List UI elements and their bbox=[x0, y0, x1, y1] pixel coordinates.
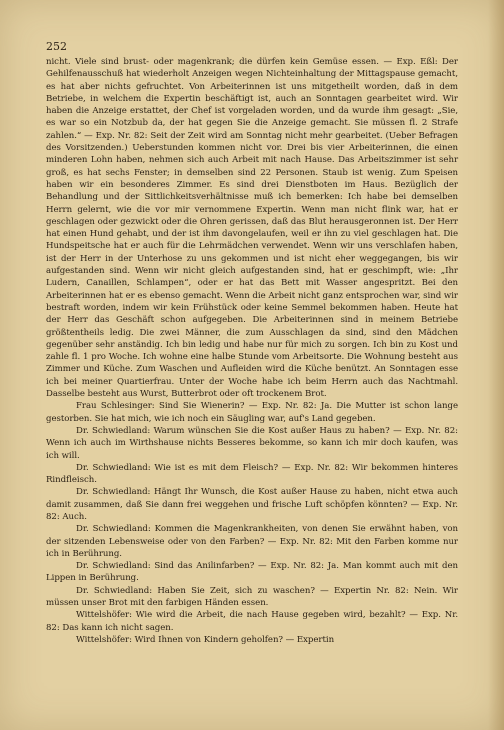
paragraph: Dr. Schwiedland: Sind das Anilinfarben? — Exp. Nr. 82: Ja. Man kommt auch mit den Lippen in Berührung. bbox=[46, 561, 458, 584]
body-text bbox=[46, 56, 458, 646]
paragraph: Wittelshöfer: Wie wird die Arbeit, die nach Hause gegeben wird, bezahlt? — Exp. Nr. 82: Das kann ich nicht sagen. bbox=[46, 610, 458, 633]
paragraph: Dr. Schwiedland: Warum wünschen Sie die Kost außer Haus zu haben? — Exp. Nr. 82: Wenn ich auch im Wirthshause nichts Besseres bekomme, so kann ich mir doch kaufen, was ich will. bbox=[46, 425, 458, 461]
paragraph: Dr. Schwiedland: Wie ist es mit dem Fleisch? — Exp. Nr. 82: Wir bekommen hinteres Rindfleisch. bbox=[46, 462, 458, 486]
page-fold-shadow bbox=[488, 0, 504, 730]
paragraph: Dr. Schwiedland: Kommen die Magenkrankheiten, von denen Sie erwähnt haben, von der sitzenden Lebensweise oder von den Farben? — Exp. Nr. 82: Mit den Farben komme nur ich in Berührung. bbox=[46, 524, 458, 559]
paragraph: Dr. Schwiedland: Haben Sie Zeit, sich zu waschen? — Expertin Nr. 82: Nein. Wir müssen unser Brot mit den farbigen Händen essen. bbox=[46, 585, 458, 609]
page-number: 252 bbox=[46, 40, 67, 53]
paragraph: Dr. Schwiedland: Hängt Ihr Wunsch, die Kost außer Hause zu haben, nicht etwa auch damit zusammen, daß Sie dann frei weggehen und frische Luft schöpfen könnten? — Exp. Nr. 82: Auch. bbox=[46, 487, 458, 522]
paragraph: Wittelshöfer: Wird Ihnen von Kindern geholfen? — Expertin bbox=[76, 634, 335, 645]
paragraph: Frau Schlesinger: Sind Sie Wienerin? — Exp. Nr. 82: Ja. Die Mutter ist schon lange gestorben. Sie hat mich, wie ich noch ein Säugling war, auf's Land gegeben. bbox=[46, 401, 458, 424]
paragraph: nicht. Viele sind brust- oder magenkrank; die dürfen kein Gemüse essen. — Exp. Eßl: Der Gehilfenausschuß hat wiederholt Anzeigen wegen Nichteinhaltung der Mittagspause gemacht, es hat aber nichts gefruchtet. Von Arbeiterinnen ist uns mitgetheilt worden, daß in dem Betriebe, in welchem die Expertin beschäftigt ist, auch an Sonntagen gearbeitet wird. Wir haben die Anzeige erstattet, der Chef ist vorgeladen worden, und da wurde ihm gesagt: „Sie, es war so ein Notzbub da, der hat gegen Sie die Anzeige gemacht. Sie müssen fl. 2 Strafe zahlen.“ — Exp. Nr. 82: Seit der Zeit wird am Sonntag nicht mehr gearbeitet. (Ueber Befragen des Vorsitzenden.) Ueberstunden kommen nicht vor. Drei bis vier Arbeiterinnen, die einen minderen Lohn haben, nehmen sich auch Arbeit mit nach Hause. Das Arbeitszimmer ist sehr groß, es hat sechs Fenster; in demselben sind 22 Personen. Staub ist wenig. Zum Speisen haben wir ein besonderes Zimmer. Es sind drei Dienstboten im Haus. Bezüglich der Behandlung und der Sittlichkeitsverhältnisse muß ich bemerken: Ich habe bei demselben Herrn gelernt, wie die vor mir vernommene Expertin. Wenn man nicht flink war, hat er geschlagen oder gezwickt oder die Ohren gerissen, daß das Blut herausgeronnen ist. Der Herr hat einen Hund gehabt, und der ist ihm davongelaufen, weil er ihn zu viel geschlagen hat. Die Hundspeitsche hat er auch für die Lehrmädchen verwendet. Wenn wir uns verschlafen haben, ist der Herr in der Unterhose zu uns gekommen und ist nicht eher weggegangen, bis wir aufgestanden sind. Wenn wir nicht gleich aufgestanden sind, hat er geschimpft, wie: „Ihr Ludern, Canaillen, Schlampen“, oder er hat das Bett mit Wasser angespritzt. Bei den Arbeiterinnen hat er es ebenso gemacht. Wenn die Arbeit nicht ganz entsprochen war, sind wir bestraft worden, indem wir kein Frühstück oder keine Semmel bekommen haben. Heute hat der Herr das Geschäft schon aufgegeben. Die Arbeiterinnen sind in meinem Betriebe größtentheils ledig. Die zwei Männer, die zum Ausschlagen da sind, sind den Mädchen gegenüber sehr anständig. Ich bin ledig und habe nur für mich zu sorgen. Ich bin zu Kost und zahle fl. 1 pro Woche. Ich wohne eine halbe Stunde vom Arbeitsorte. Die Wohnung besteht aus Zimmer und Küche. Zum Waschen und Aufleiden wird die Küche benützt. An Sonntagen esse ich bei meiner Quartierfrau. Unter der Woche habe ich beim Herrn auch das Nachtmahl. Dasselbe besteht aus Wurst, Butterbrot oder oft trockenem Brot. bbox=[46, 57, 458, 400]
